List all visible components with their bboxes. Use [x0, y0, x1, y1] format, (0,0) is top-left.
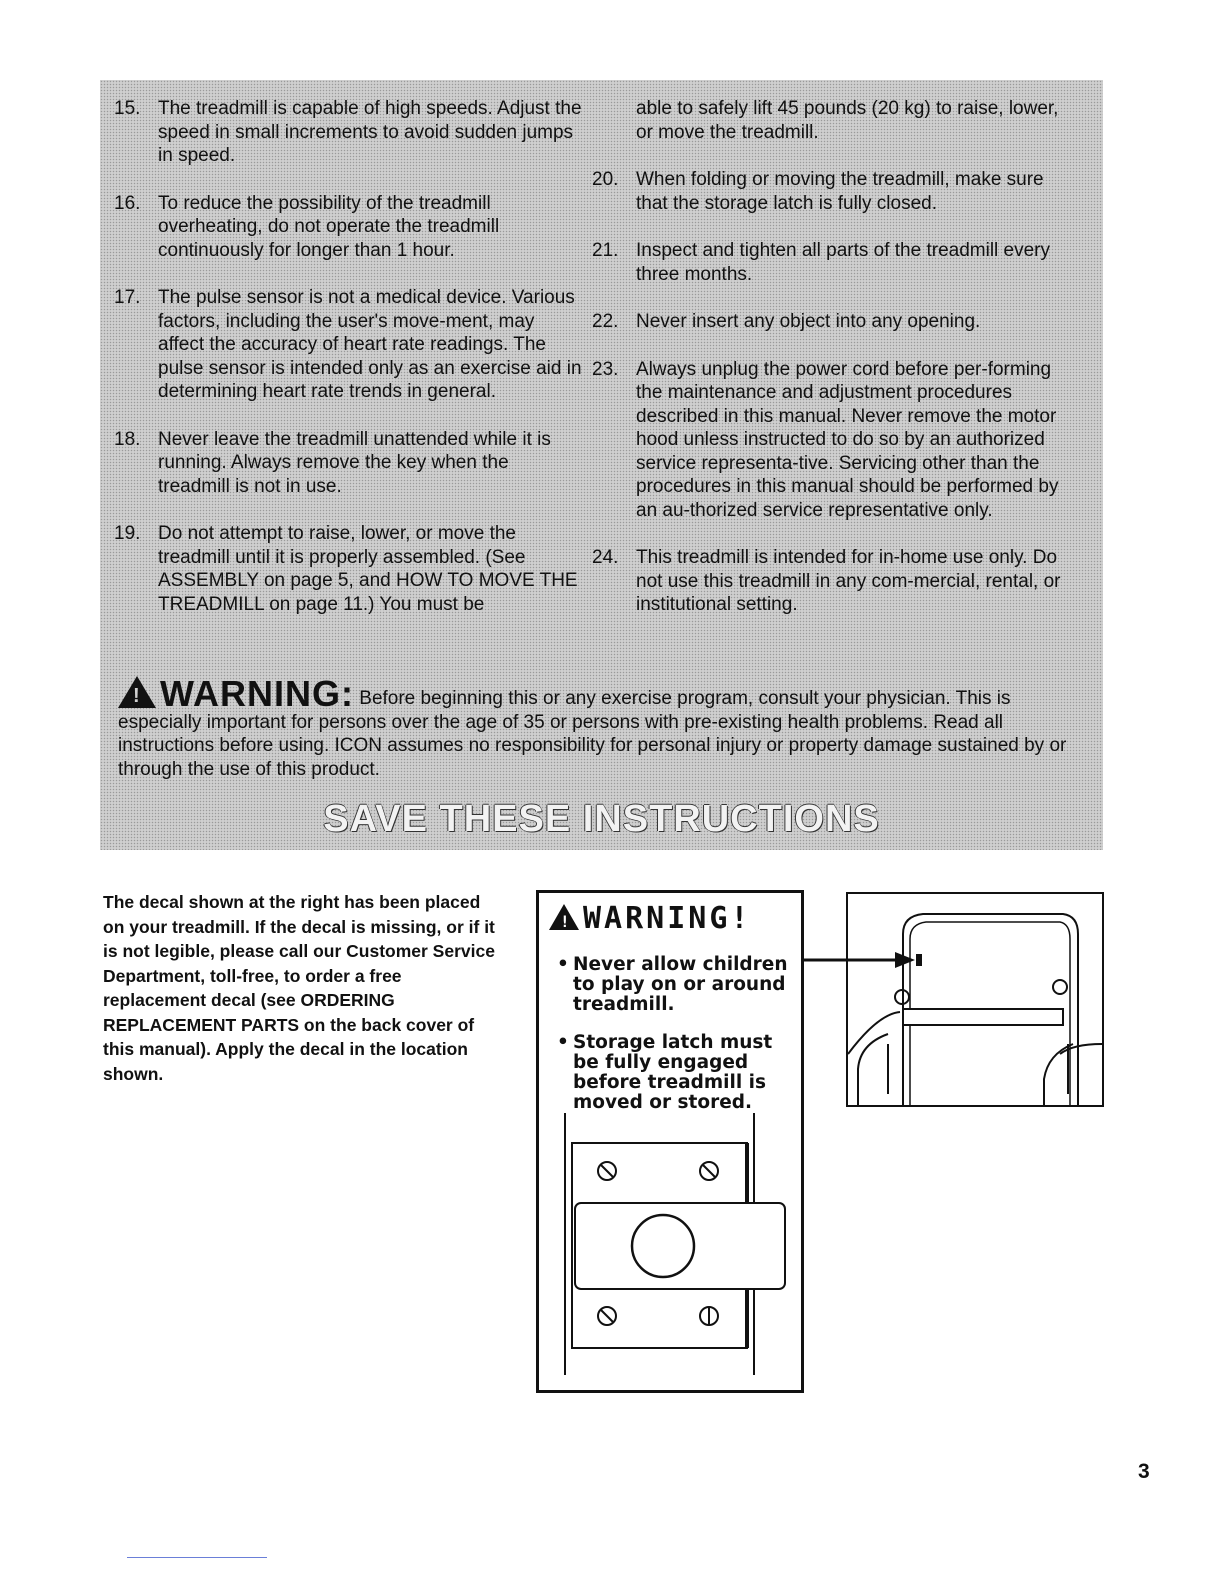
- item-text: To reduce the possibility of the treadmill overheating, do not operate the treadmill continuously for longer than 1 hour.: [158, 192, 500, 261]
- warning-label: WARNING:: [160, 673, 354, 714]
- page-number: 3: [1138, 1460, 1150, 1483]
- item-text: When folding or moving the treadmill, make sure that the storage latch is fully closed.: [636, 169, 1044, 214]
- item-text: Do not attempt to raise, lower, or move the treadmill until it is properly assembled. (See ASSEMBLY on page 5, and HOW TO MOVE THE TREADMILL on page 11.) You must be: [158, 523, 578, 615]
- item-number: 24.: [592, 547, 619, 568]
- decal-title-text: WARNING!: [583, 901, 752, 936]
- warning-text: Before beginning this or any exercise program, consult your physician. This is especially important for persons over the age of 35 or persons with pre-existing health problems. Read all instructions before using. ICON assumes no responsibility for personal injury or property damage sustained by or through the use of this product.: [118, 688, 1067, 780]
- item-text: The treadmill is capable of high speeds. Adjust the speed in small increments to avoid sudden jumps in speed.: [158, 98, 582, 166]
- item-number: 18.: [114, 428, 141, 450]
- treadmill-upright-icon: [848, 894, 1102, 1105]
- warning-triangle-icon: [118, 676, 156, 708]
- item-number: 20.: [592, 169, 619, 190]
- item-text: Inspect and tighten all parts of the treadmill every three months.: [636, 240, 1051, 285]
- decal-bullet: • Never allow children to play on or around treadmill.: [557, 955, 795, 1015]
- list-item: [592, 546, 1062, 617]
- list-item: [592, 239, 1062, 286]
- decal-note: The decal shown at the right has been placed on your treadmill. If the decal is missing, or if it is not legible, please call our Customer Service Department, toll-free, to order a free replacement decal (see ORDERING REPLACEMENT PARTS on the back cover of this manual). Apply the decal in the location shown.: [103, 892, 495, 1084]
- storage-latch-illustration: [539, 1113, 801, 1393]
- item-text: able to safely lift 45 pounds (20 kg) to raise, lower, or move the treadmill.: [636, 98, 1059, 143]
- decal-bullet: • Storage latch must be fully engaged before treadmill is moved or stored.: [557, 1033, 795, 1113]
- treadmill-illustration: [846, 892, 1104, 1107]
- item-text: This treadmill is intended for in-home use only. Do not use this treadmill in any com-mercial, rental, or institutional setting.: [636, 547, 1061, 615]
- item-number: 21.: [592, 240, 619, 261]
- list-item: [592, 310, 1062, 334]
- item-text: Never insert any object into any opening.: [636, 311, 981, 332]
- item-text: The pulse sensor is not a medical device. Various factors, including the user's move-ment, may affect the accuracy of heart rate readings. The pulse sensor is intended only as an exercise aid in determining heart rate trends in general.: [158, 287, 582, 402]
- item-number: 16.: [114, 192, 141, 214]
- footer-line: [127, 1557, 267, 1558]
- save-instructions-heading: SAVE THESE INSTRUCTIONS: [323, 798, 880, 840]
- list-item: [114, 428, 584, 499]
- item-text: Never leave the treadmill unattended while it is running. Always remove the key when the treadmill is not in use.: [158, 428, 551, 497]
- list-item: [114, 286, 584, 404]
- item-number: 17.: [114, 287, 141, 308]
- list-item: [114, 192, 584, 263]
- item-number: 15.: [114, 98, 141, 119]
- decal-title: [549, 901, 752, 936]
- warning-triangle-icon: [549, 904, 579, 930]
- item-number: 19.: [114, 523, 141, 544]
- right-column: [592, 97, 1062, 641]
- warning-paragraph: [118, 673, 1083, 781]
- item-text: Always unplug the power cord before per-forming the maintenance and adjustment procedures described in this manual. Never remove the motor hood unless instructed to do so by an authorized service representa-tive. Servicing other than the procedures in this manual should be performed by an au-thorized service representative only.: [636, 358, 1059, 521]
- list-item: [592, 168, 1062, 215]
- item-number: 22.: [592, 311, 619, 332]
- list-item: [114, 97, 584, 168]
- list-item: [592, 358, 1062, 523]
- item-number: 23.: [592, 358, 619, 380]
- left-column: [114, 97, 584, 640]
- warning-decal: [536, 890, 804, 1393]
- list-item: [114, 522, 584, 616]
- list-item-continuation: [592, 97, 1062, 144]
